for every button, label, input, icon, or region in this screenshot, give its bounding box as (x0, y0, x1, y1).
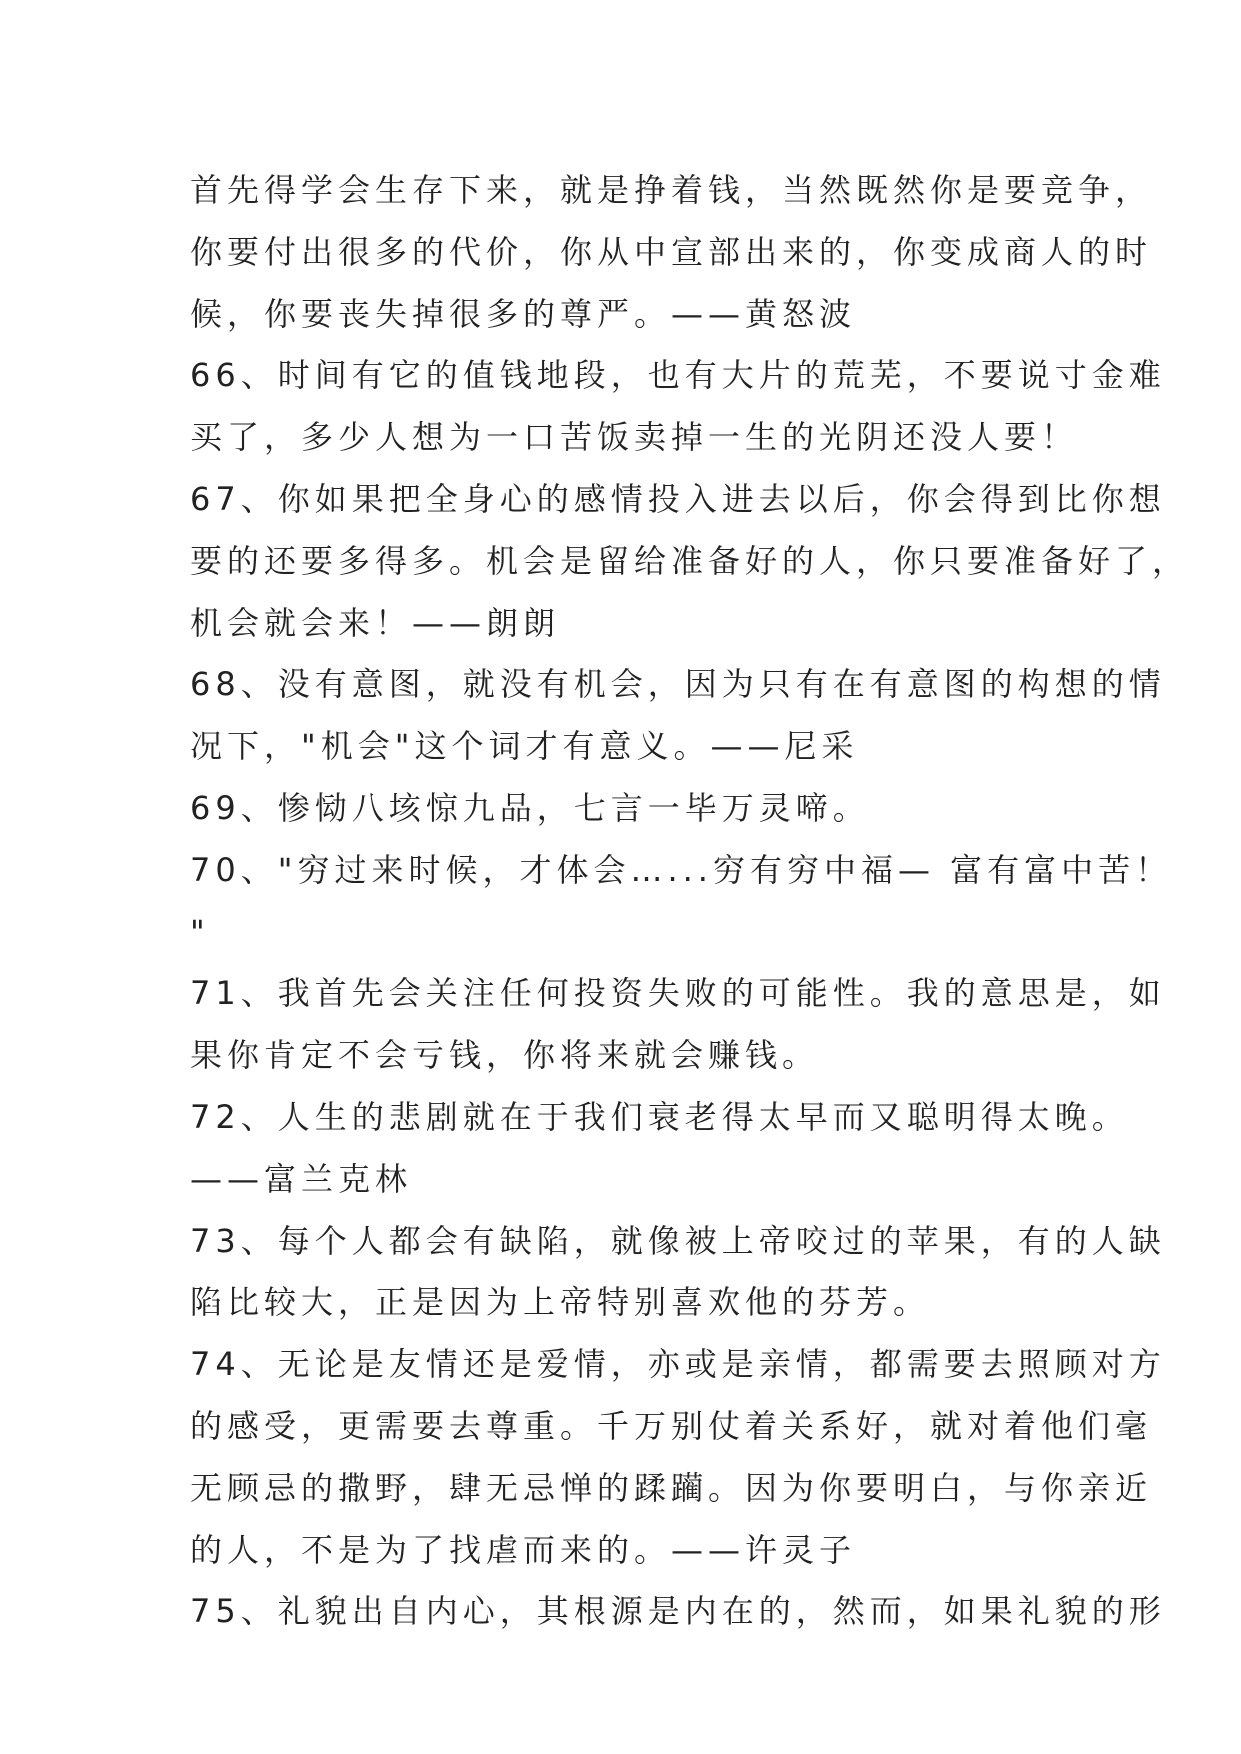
text-line: 71、我首先会关注任何投资失败的可能性。我的意思是，如 (190, 974, 1166, 1013)
text-line: 的人，不是为了找虐而来的。——许灵子 (190, 1530, 857, 1569)
text-line: " (190, 912, 210, 951)
text-line: ——富兰克林 (190, 1159, 413, 1198)
text-line: 你要付出很多的代价，你从中宣部出来的，你变成商人的时 (190, 232, 1153, 271)
text-line: 况下，"机会"这个词才有意义。——尼采 (190, 727, 859, 766)
text-line: 的感受，更需要去尊重。千万别仗着关系好，就对着他们毫 (190, 1406, 1153, 1445)
text-line: 候，你要丧失掉很多的尊严。——黄怒波 (190, 294, 857, 333)
text-line: 67、你如果把全身心的感情投入进去以后，你会得到比你想 (190, 479, 1166, 518)
text-line: 70、"穷过来时候，才体会…...穷有穷中福— 富有富中苦！ (190, 850, 1173, 889)
document-body (190, 160, 1190, 1643)
text-line: 买了，多少人想为一口苦饭卖掉一生的光阴还没人要！ (190, 418, 1079, 457)
text-line: 74、无论是友情还是爱情，亦或是亲情，都需要去照顾对方 (190, 1345, 1166, 1384)
text-line: 69、惨恸八垓惊九品，七言一毕万灵啼。 (190, 788, 870, 827)
text-line: 陷比较大，正是因为上帝特别喜欢他的芬芳。 (190, 1283, 931, 1322)
text-line: 首先得学会生存下来，就是挣着钱，当然既然你是要竞争， (190, 171, 1153, 209)
text-line: 73、每个人都会有缺陷，就像被上帝咬过的苹果，有的人缺 (190, 1221, 1166, 1260)
text-line: 要的还要多得多。机会是留给准备好的人，你只要准备好了， (190, 541, 1190, 580)
text-line: 机会就会来！——朗朗 (190, 603, 561, 642)
text-line: 75、礼貌出自内心，其根源是内在的，然而，如果礼貌的形 (190, 1592, 1166, 1631)
text-line: 72、人生的悲剧就在于我们衰老得太早而又聪明得太晚。 (190, 1097, 1129, 1136)
text-line: 66、时间有它的值钱地段，也有大片的荒芜，不要说寸金难 (190, 356, 1166, 395)
text-line: 果你肯定不会亏钱，你将来就会赚钱。 (190, 1036, 820, 1075)
text-line: 无顾忌的撒野，肆无忌惮的蹂躏。因为你要明白，与你亲近 (190, 1468, 1153, 1507)
text-line: 68、没有意图，就没有机会，因为只有在有意图的构想的情 (190, 665, 1166, 704)
